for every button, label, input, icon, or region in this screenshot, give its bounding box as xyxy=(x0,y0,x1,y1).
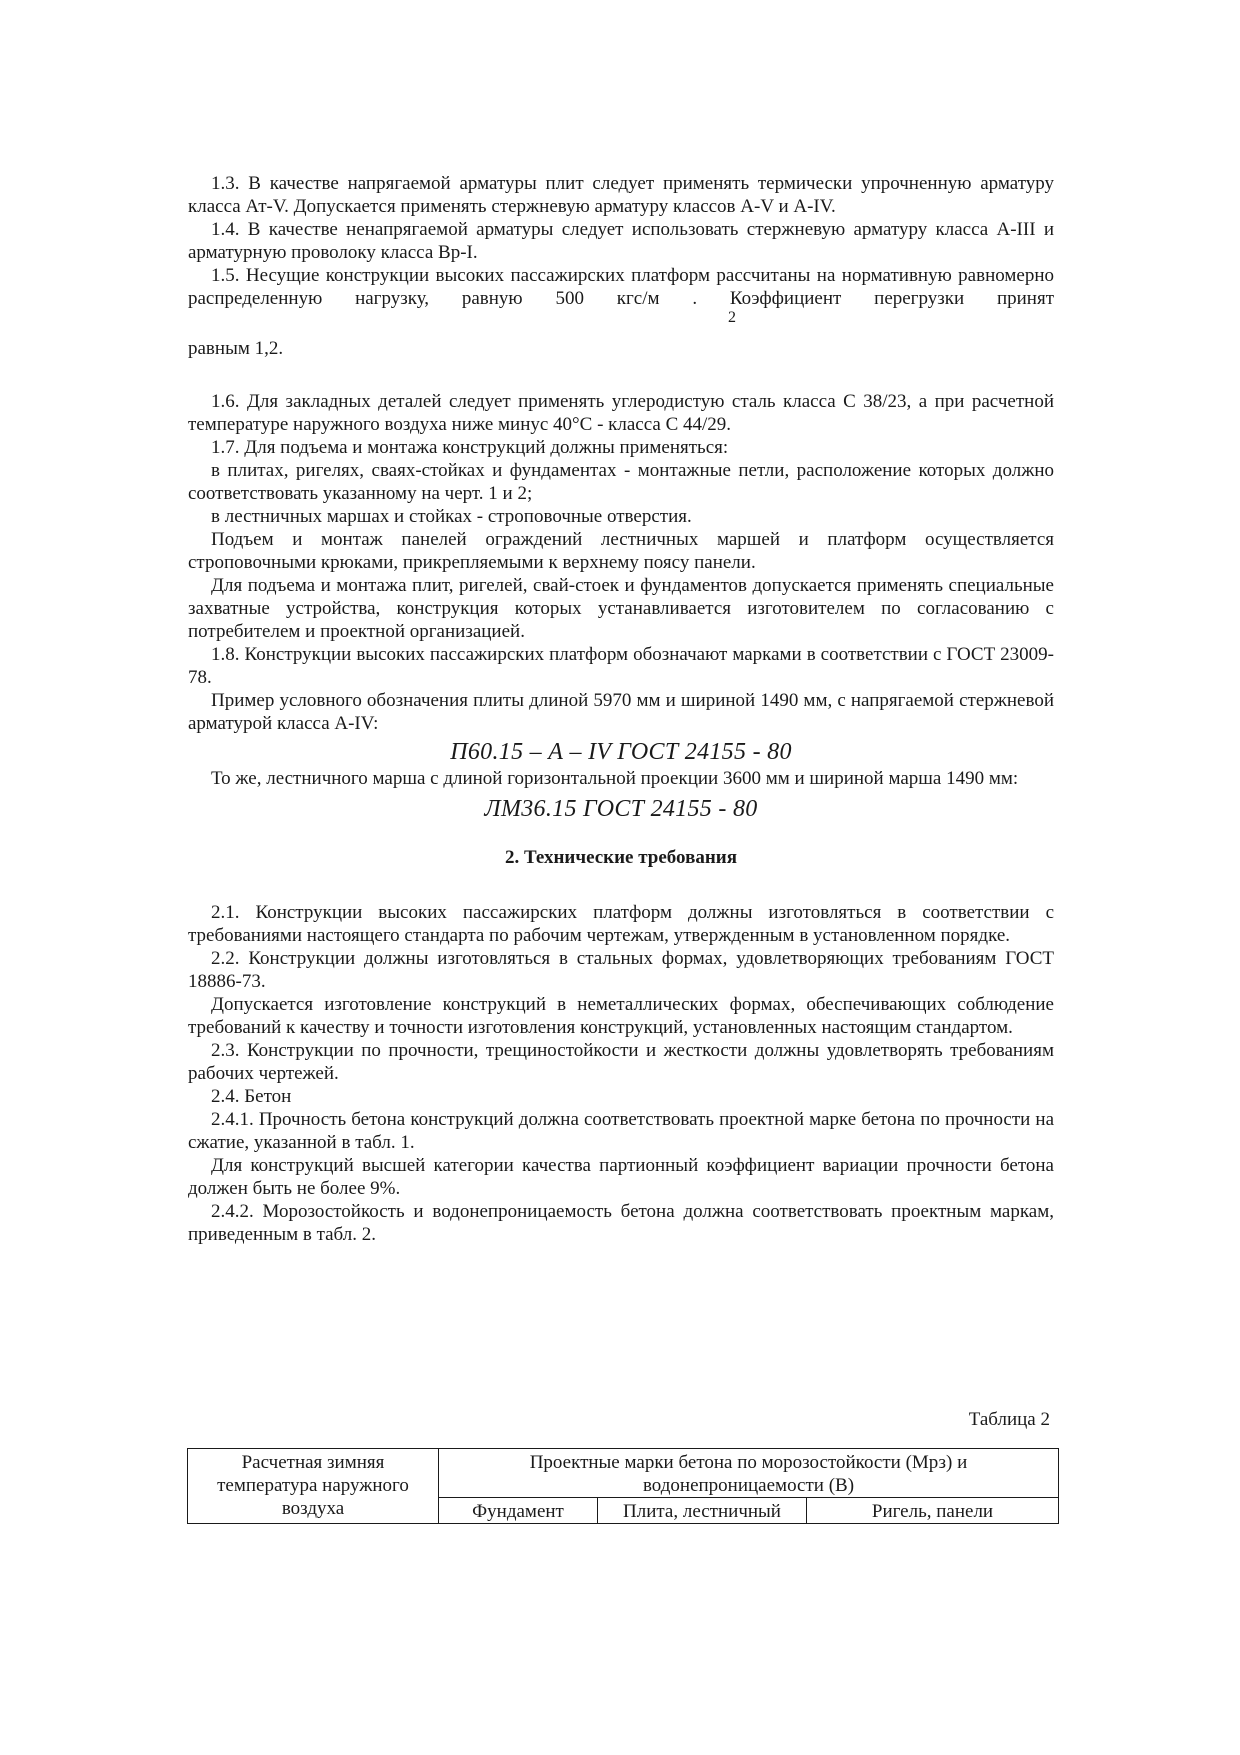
paragraph-2-4-1-variation: Для конструкций высшей категории качества партионный коэффициент вариации прочности бетона должен быть не более 9%. xyxy=(188,1155,1054,1199)
document-page xyxy=(188,172,1054,1524)
section-title-technical-requirements: 2. Технические требования xyxy=(504,847,738,868)
paragraph-2-3: 2.3. Конструкции по прочности, трещиностойкости и жесткости должны удовлетворять требованиям рабочих чертежей. xyxy=(188,1040,1054,1084)
paragraph-1-6: 1.6. Для закладных деталей следует применять углеродистую сталь класса С 38/23, а при расчетной температуре наружного воздуха ниже минус 40°С - класса С 44/29. xyxy=(188,391,1054,435)
paragraph-2-2: 2.2. Конструкции должны изготовляться в стальных формах, удовлетворяющих требованиям ГОСТ 18886-73. xyxy=(188,948,1054,992)
paragraph-1-5: 1.5. Несущие конструкции высоких пассажирских платформ рассчитаны на нормативную равномерно распределенную нагрузку, равную 500 кгс/м . Коэффициент перегрузки принят xyxy=(188,265,1054,309)
table-subheader-plate-stair: Плита, лестничный xyxy=(598,1498,807,1524)
paragraph-2-4: 2.4. Бетон xyxy=(211,1086,292,1107)
table-subheader-crossbar-panels: Ригель, панели xyxy=(807,1498,1059,1524)
paragraph-2-4-1: 2.4.1. Прочность бетона конструкций должна соответствовать проектной марке бетона по прочности на сжатие, указанной в табл. 1. xyxy=(188,1109,1054,1153)
paragraph-1-8: 1.8. Конструкции высоких пассажирских платформ обозначают марками в соответствии с ГОСТ 23009-78. xyxy=(188,644,1054,688)
paragraph-1-7-grips: Для подъема и монтажа плит, ригелей, свай-стоек и фундаментов допускается применять специальные захватные устройства, конструкция которых устанавливается изготовителем по согласованию с потребителем и проектной организацией. xyxy=(188,575,1054,642)
paragraph-2-2-nonmetal: Допускается изготовление конструкций в неметаллических формах, обеспечивающих соблюдение требований к качеству и точности изготовления конструкций, установленных настоящим стандартом. xyxy=(188,994,1054,1038)
table-subheader-foundation: Фундамент xyxy=(439,1498,598,1524)
paragraph-1-7-item-a: в плитах, ригелях, сваях-стойках и фундаментах - монтажные петли, расположение которых должно соответствовать указанному на черт. 1 и 2; xyxy=(188,460,1054,504)
formula-plate-designation: П60.15 – А – IV ГОСТ 24155 - 80 xyxy=(450,739,792,765)
paragraph-1-4: 1.4. В качестве ненапрягаемой арматуры следует использовать стержневую арматуру класса А-III и арматурную проволоку класса Вр-I. xyxy=(188,219,1054,263)
paragraph-1-8-example: Пример условного обозначения плиты длиной 5970 мм и шириной 1490 мм, с напрягаемой стержневой арматурой класса А-IV: xyxy=(188,690,1054,734)
paragraph-1-5-continuation: равным 1,2. xyxy=(188,338,284,359)
paragraph-1-7: 1.7. Для подъема и монтажа конструкций должны применяться: xyxy=(211,437,729,458)
table-caption: Таблица 2 xyxy=(968,1409,1050,1430)
paragraph-1-3: 1.3. В качестве напрягаемой арматуры плит следует применять термически упрочненную арматуру класса Ат-V. Допускается применять стержневую арматуру классов А-V и А-IV. xyxy=(188,173,1054,217)
paragraph-1-7-panels: Подъем и монтаж панелей ограждений лестничных маршей и платформ осуществляется строповочными крюками, прикрепляемыми к верхнему поясу панели. xyxy=(188,529,1054,573)
table-header-concrete-grades: Проектные марки бетона по морозостойкости (Мрз) и водонепроницаемости (В) xyxy=(439,1449,1059,1498)
table-2 xyxy=(187,1448,1059,1524)
table-header-temperature: Расчетная зимняя температура наружного воздуха xyxy=(188,1449,439,1524)
paragraph-1-7-item-b: в лестничных маршах и стойках - строповочные отверстия. xyxy=(211,506,692,527)
paragraph-1-8-stair-example: То же, лестничного марша с длиной горизонтальной проекции 3600 мм и шириной марша 1490 мм: xyxy=(211,768,1019,789)
formula-stair-designation: ЛМ36.15 ГОСТ 24155 - 80 xyxy=(484,796,758,822)
superscript-2: 2 xyxy=(728,309,736,326)
paragraph-2-1: 2.1. Конструкции высоких пассажирских платформ должны изготовляться в соответствии с требованиями настоящего стандарта по рабочим чертежам, утвержденным в установленном порядке. xyxy=(188,902,1054,946)
paragraph-2-4-2: 2.4.2. Морозостойкость и водонепроницаемость бетона должна соответствовать проектным маркам, приведенным в табл. 2. xyxy=(188,1201,1054,1245)
